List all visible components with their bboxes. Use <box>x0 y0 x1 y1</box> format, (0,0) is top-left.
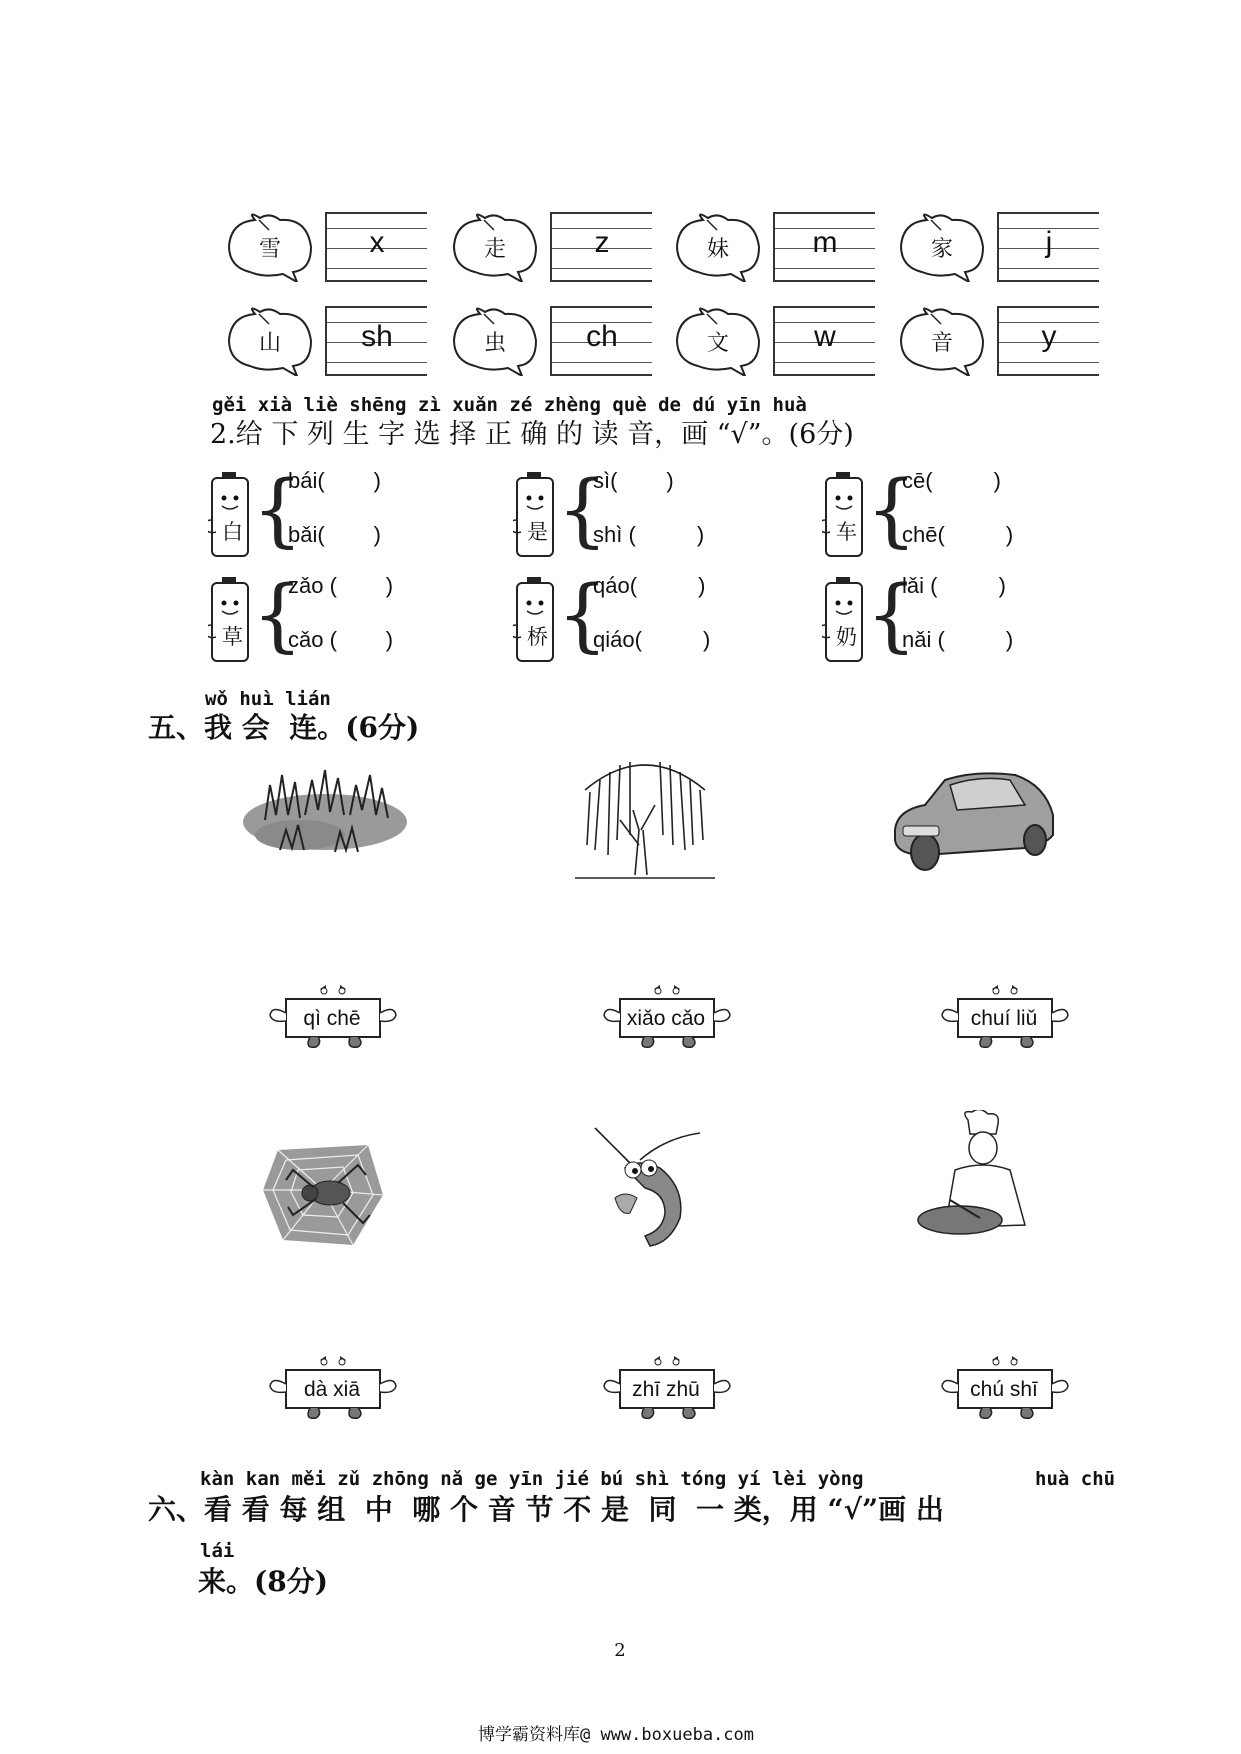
target-character: 是 <box>527 520 548 544</box>
pinyin-option[interactable]: lǎi ( ) <box>902 573 1006 598</box>
section6-pinyin-line2: lái <box>200 1540 235 1562</box>
pinyin-tag[interactable] <box>268 983 398 1053</box>
grid-letter: m <box>812 226 838 259</box>
pinyin-tag-label: zhī zhū <box>632 1378 700 1401</box>
section6-pinyin-end: huà chū <box>1035 1468 1116 1490</box>
leaf-icon <box>673 306 763 376</box>
leaf-icon <box>673 212 763 282</box>
leaf-character: 文 <box>706 330 729 356</box>
brace-icon: { <box>866 463 917 556</box>
chef-picture <box>910 1110 1050 1254</box>
four-line-grid <box>997 306 1099 376</box>
four-line-grid <box>550 212 652 282</box>
watermark: 博学霸资料库@ www.boxueba.com <box>478 1725 754 1745</box>
leaf-character: 家 <box>930 236 953 262</box>
pinyin-tag-label: qì chē <box>303 1007 361 1030</box>
pinyin-option[interactable]: cē( ) <box>902 468 1002 493</box>
pinyin-option[interactable]: nǎi ( ) <box>902 627 1014 652</box>
leaf-character: 妹 <box>706 236 729 262</box>
section6-heading: 六、看 看 每 组 中 哪 个 音 节 不 是 同 一 类，用 “√”画 出 <box>148 1493 944 1526</box>
leaf-icon <box>225 212 315 282</box>
q2-pinyin: gěi xià liè shēng zì xuǎn zé zhèng què de dú yīn huà <box>212 394 807 416</box>
leaf-character: 雪 <box>258 236 281 262</box>
pinyin-option[interactable]: chē( ) <box>902 522 1014 547</box>
four-line-grid <box>550 306 652 376</box>
pinyin-tag[interactable] <box>602 983 732 1053</box>
target-character: 草 <box>222 625 243 649</box>
leaf-character: 音 <box>930 330 953 356</box>
grid-letter: sh <box>361 320 393 353</box>
leaf-character: 走 <box>483 236 506 262</box>
brace-icon: { <box>252 568 303 661</box>
brace-icon: { <box>866 568 917 661</box>
grid-letter: y <box>1041 320 1057 353</box>
leaf-icon <box>225 306 315 376</box>
pinyin-tag[interactable] <box>940 1354 1070 1424</box>
pinyin-tag-label: chuí liǔ <box>970 1007 1038 1030</box>
grid-letter: w <box>814 320 836 353</box>
four-line-grid <box>325 212 427 282</box>
target-character: 桥 <box>527 625 548 649</box>
target-character: 奶 <box>836 625 857 649</box>
pinyin-tag-label: dà xiā <box>303 1378 361 1401</box>
car-picture <box>885 760 1060 884</box>
pinyin-tag[interactable] <box>268 1354 398 1424</box>
pinyin-tag[interactable] <box>940 983 1070 1053</box>
four-line-grid <box>325 306 427 376</box>
pinyin-option[interactable]: shì ( ) <box>593 522 705 547</box>
q2-heading: 2.给 下 列 生 字 选 择 正 确 的 读 音，画 “√”。(6分) <box>210 419 854 450</box>
grid-letter: x <box>369 226 385 259</box>
brace-icon: { <box>557 463 608 556</box>
four-line-grid <box>773 212 875 282</box>
pinyin-option[interactable]: cǎo ( ) <box>288 627 394 652</box>
section5-pinyin: wǒ huì lián <box>205 688 331 710</box>
spider-picture <box>258 1135 388 1254</box>
leaf-icon <box>897 212 987 282</box>
target-character: 白 <box>222 520 243 544</box>
target-character: 车 <box>836 520 857 544</box>
section6-pinyin: kàn kan měi zǔ zhōng nǎ ge yīn jié bú shì tóng yí lèi yòng <box>200 1468 864 1490</box>
brace-icon: { <box>252 463 303 556</box>
grass-picture <box>240 760 410 874</box>
pinyin-tag[interactable] <box>602 1354 732 1424</box>
four-line-grid <box>997 212 1099 282</box>
pinyin-tag-label: chú shī <box>970 1378 1038 1401</box>
pinyin-option[interactable]: bái( ) <box>288 468 381 493</box>
leaf-icon <box>897 306 987 376</box>
brace-icon: { <box>557 568 608 661</box>
pinyin-tag-label: xiǎo cǎo <box>626 1007 706 1030</box>
shrimp-picture <box>585 1118 705 1257</box>
pinyin-option[interactable]: qiáo( ) <box>593 627 711 652</box>
leaf-icon <box>450 212 540 282</box>
pinyin-option[interactable]: sì( ) <box>593 468 674 493</box>
pinyin-option[interactable]: qáo( ) <box>593 573 706 598</box>
leaf-character: 虫 <box>483 330 506 356</box>
pinyin-option[interactable]: zǎo ( ) <box>288 573 394 598</box>
four-line-grid <box>773 306 875 376</box>
grid-letter: j <box>1045 226 1053 259</box>
grid-letter: ch <box>586 320 618 353</box>
leaf-icon <box>450 306 540 376</box>
grid-letter: z <box>594 226 610 259</box>
willow-tree-picture <box>575 750 715 884</box>
section5-heading: 五、我 会 连。(6分) <box>148 711 420 744</box>
leaf-character: 山 <box>258 330 281 356</box>
pinyin-option[interactable]: bǎi( ) <box>288 522 381 547</box>
section6-heading-line2: 来。(8分) <box>198 1565 328 1598</box>
page-number: 2 <box>614 1640 626 1661</box>
